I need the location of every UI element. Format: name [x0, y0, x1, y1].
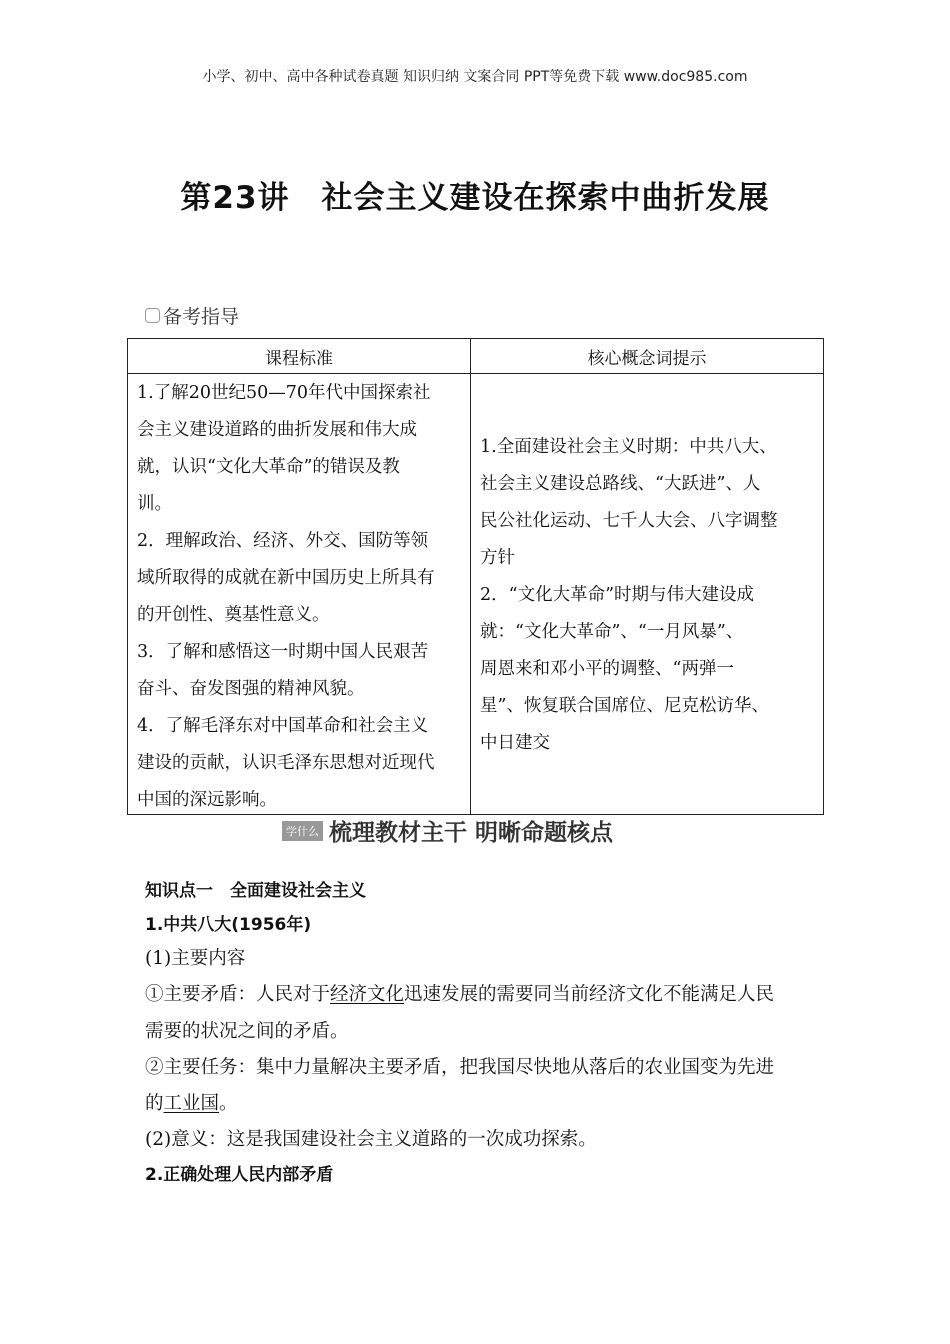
para-line: ①主要矛盾：人民对于经济文化迅速发展的需要同当前经济文化不能满足人民 [145, 984, 775, 1005]
header-curriculum: 课程标准 [128, 339, 471, 374]
cell-line: 1.全面建设社会主义时期：中共八大、 [480, 437, 777, 457]
curriculum-cell [128, 374, 470, 814]
cell-line: 2．理解政治、经济、外交、国防等领 [137, 531, 429, 551]
cell-line: 1.了解20世纪50—70年代中国探索社 [137, 383, 431, 403]
para-line: 的工业国。 [145, 1093, 238, 1114]
page-title: 第23讲 社会主义建设在探索中曲折发展 [180, 180, 770, 216]
cell-line: 星”、恢复联合国席位、尼克松访华、 [480, 696, 769, 716]
cell-line: 域所取得的成就在新中国历史上所具有 [137, 568, 435, 588]
para-line: (1)主要内容 [145, 948, 246, 969]
cell-line: 中国的深远影响。 [137, 790, 277, 810]
knowledge-point-heading: 知识点一 全面建设社会主义 [145, 881, 366, 901]
guide-table [127, 338, 824, 815]
para-line: 需要的状况之间的矛盾。 [145, 1021, 349, 1042]
cell-line: 训。 [137, 494, 172, 514]
cell-line: 社会主义建设总路线、“大跃进”、人 [480, 474, 761, 494]
cell-line: 3．了解和感悟这一时期中国人民艰苦 [137, 642, 429, 662]
cell-line: 建设的贡献，认识毛泽东思想对近现代 [137, 753, 435, 773]
cell-line: 4．了解毛泽东对中国革命和社会主义 [137, 716, 429, 736]
concepts-cell [471, 374, 823, 814]
guide-heading [145, 302, 239, 329]
para-line: ②主要任务：集中力量解决主要矛盾，把我国尽快地从落后的农业国变为先进 [145, 1057, 775, 1078]
header-concepts: 核心概念词提示 [471, 339, 824, 374]
subheading-1: 1.中共八大(1956年) [145, 915, 312, 935]
cell-line: 的开创性、奠基性意义。 [137, 605, 330, 625]
banner-tag: 学什么 [282, 821, 323, 841]
link-icon [145, 308, 160, 323]
cell-line: 会主义建设道路的曲折发展和伟大成 [137, 420, 417, 440]
banner-text: 梳理教材主干 明晰命题核点 [329, 820, 614, 846]
subheading-2: 2.正确处理人民内部矛盾 [145, 1165, 334, 1185]
section-banner [282, 814, 613, 847]
cell-line: 就：“文化大革命”、“一月风暴”、 [480, 622, 744, 642]
cell-line: 方针 [480, 548, 515, 568]
para-line: (2)意义：这是我国建设社会主义道路的一次成功探索。 [145, 1129, 597, 1150]
cell-line: 就，认识“文化大革命”的错误及教 [137, 457, 400, 477]
page-header: 小学、初中、高中各种试卷真题 知识归纳 文案合同 PPT等免费下载 www.doc985.com [202, 69, 748, 85]
cell-line: 2．“文化大革命”时期与伟大建设成 [480, 585, 755, 605]
cell-line: 民公社化运动、七千人大会、八字调整 [480, 511, 778, 531]
cell-line: 周恩来和邓小平的调整、“两弹一 [480, 659, 734, 679]
cell-line: 中日建交 [480, 733, 550, 753]
cell-line: 奋斗、奋发图强的精神风貌。 [137, 679, 365, 699]
guide-label: 备考指导 [163, 306, 240, 328]
